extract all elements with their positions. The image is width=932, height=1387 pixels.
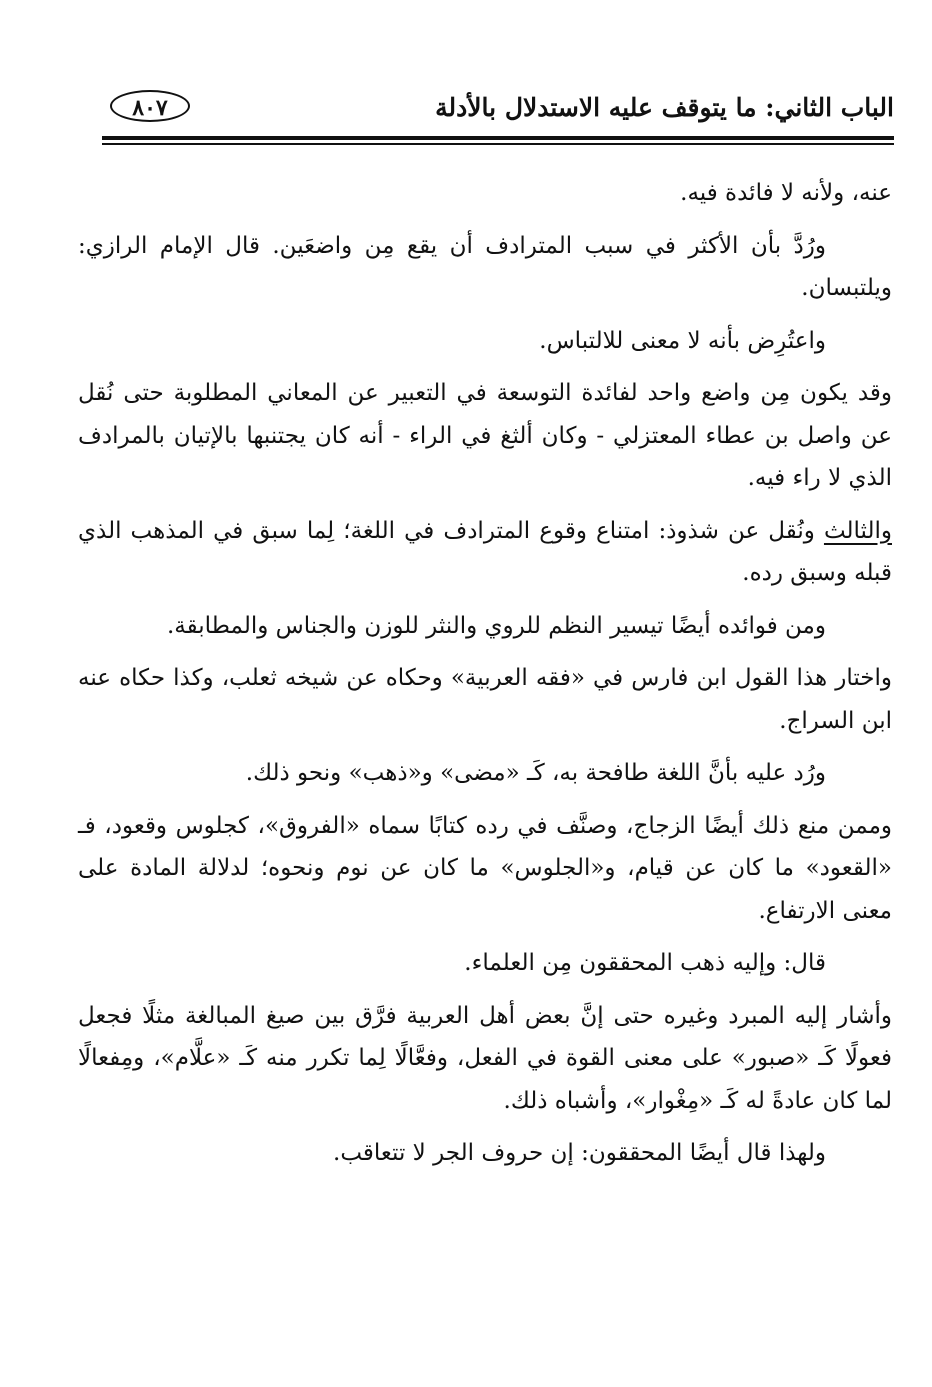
- paragraph: [78, 510, 892, 595]
- paragraph-lead: والثالث: [823, 517, 892, 544]
- header-rule-thick: [102, 136, 894, 140]
- page-number: ٨٠٧: [110, 90, 190, 122]
- paragraph: ورُد عليه بأنَّ اللغة طافحة به، كَـ «مضى» و«ذهب» ونحو ذلك.: [245, 760, 826, 786]
- paragraph: واعتُرِض بأنه لا معنى للالتباس.: [539, 327, 826, 354]
- paragraph: ومن فوائده أيضًا تيسير النظم للروي والنثر للوزن والجناس والمطابقة.: [166, 612, 826, 639]
- body-text: [78, 172, 892, 1185]
- chapter-title: الباب الثاني: ما يتوقف عليه الاستدلال بالأدلة: [435, 93, 894, 122]
- paragraph-rest: ونُقل عن شذوذ: امتناع وقوع المترادف في اللغة؛ لِما سبق في المذهب الذي قبله وسبق رده.: [78, 517, 892, 586]
- header-rule-thin: [102, 143, 894, 145]
- paragraph: ورُدَّ بأن الأكثر في سبب المترادف أن يقع مِن واضعَين. قال الإمام الرازي: ويلتبسان.: [78, 232, 892, 301]
- paragraph: واختار هذا القول ابن فارس في «فقه العربية» وحكاه عن شيخه ثعلب، وكذا حكاه عنه ابن السراج.: [78, 665, 892, 734]
- paragraph: ولهذا قال أيضًا المحققون: إن حروف الجر لا تتعاقب.: [333, 1140, 826, 1166]
- paragraph: وقد يكون مِن واضع واحد لفائدة التوسعة في التعبير عن المعاني المطلوبة حتى نُقل عن واصل بن عطاء المعتزلي - وكان ألثغ في الراء - أنه كان يجتنبها بالإتيان بالمرادف الذي لا راء فيه.: [78, 380, 892, 491]
- paragraph: عنه، ولأنه لا فائدة فيه.: [680, 180, 892, 206]
- paragraph: قال: وإليه ذهب المحققون مِن العلماء.: [464, 950, 826, 976]
- paragraph: وممن منع ذلك أيضًا الزجاج، وصنَّف في رده كتابًا سماه «الفروق»، كجلوس وقعود، فـ «القعود» ما كان عن قيام، و«الجلوس» ما كان عن نوم ونحوه؛ لدلالة المادة على معنى الارتفاع.: [78, 812, 892, 924]
- page-header: [102, 88, 894, 132]
- paragraph: وأشار إليه المبرد وغيره حتى إنَّ بعض أهل العربية فرَّق بين صيغ المبالغة مثلًا فجعل فعولًا كَـ «صبور» على معنى القوة في الفعل، وفعَّالًا لِما تكرر منه كَـ «علَّام»، ومِفعالًا لما كان عادةً له كَـ «مِغْوار»، وأشباه ذلك.: [78, 1002, 892, 1114]
